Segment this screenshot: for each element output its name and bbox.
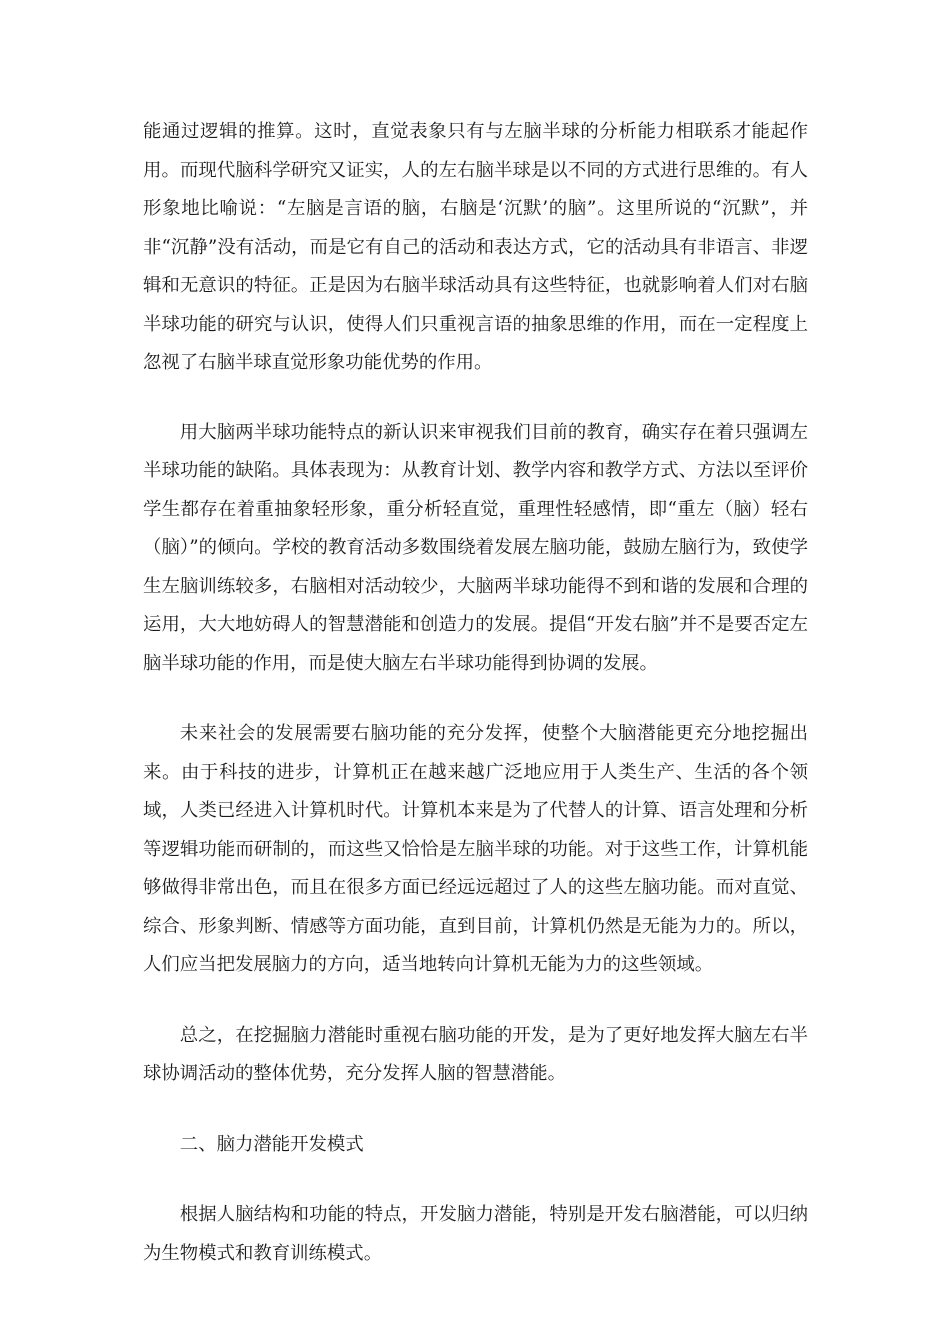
- document-body: [143, 113, 808, 1305]
- paragraph-future-society: 未来社会的发展需要右脑功能的充分发挥，使整个大脑潜能更充分地挖掘出来。由于科技的进步，计算机正在越来越广泛地应用于人类生产、生活的各个领域，人类已经进入计算机时代。计算机本来是为了代替人的计算、语言处理和分析等逻辑功能而研制的，而这些又恰恰是左脑半球的功能。对于这些工作，计算机能够做得非常出色，而且在很多方面已经远远超过了人的这些左脑功能。而对直觉、综合、形象判断、情感等方面功能，直到目前，计算机仍然是无能为力的。所以，人们应当把发展脑力的方向，适当地转向计算机无能为力的这些领域。: [143, 723, 808, 975]
- section-heading: 二、脑力潜能开发模式: [179, 1133, 364, 1155]
- paragraph-development-models: 根据人脑结构和功能的特点，开发脑力潜能，特别是开发右脑潜能，可以归纳为生物模式和教育训练模式。: [143, 1204, 808, 1264]
- paragraph-conclusion: 总之，在挖掘脑力潜能时重视右脑功能的开发，是为了更好地发挥大脑左右半球协调活动的整体优势，充分发挥人脑的智慧潜能。: [143, 1024, 808, 1084]
- paragraph-continuation: 能通过逻辑的推算。这时，直觉表象只有与左脑半球的分析能力相联系才能起作用。而现代脑科学研究又证实，人的左右脑半球是以不同的方式进行思维的。有人形象地比喻说：“左脑是言语的脑，右脑是‘沉默’的脑”。这里所说的“沉默”，并非“沉静”没有活动，而是它有自己的活动和表达方式，它的活动具有非语言、非逻辑和无意识的特征。正是因为右脑半球活动具有这些特征，也就影响着人们对右脑半球功能的研究与认识，使得人们只重视言语的抽象思维的作用，而在一定程度上忽视了右脑半球直觉形象功能优势的作用。: [143, 121, 808, 373]
- paragraph-education-critique: 用大脑两半球功能特点的新认识来审视我们目前的教育，确实存在着只强调左半球功能的缺陷。具体表现为：从教育计划、教学内容和教学方式、方法以至评价学生都存在着重抽象轻形象，重分析轻直觉，重理性轻感情，即“重左（脑）轻右（脑）”的倾向。学校的教育活动多数围绕着发展左脑功能，鼓励左脑行为，致使学生左脑训练较多，右脑相对活动较少，大脑两半球功能得不到和谐的发展和合理的运用，大大地妨碍人的智慧潜能和创造力的发展。提倡“开发右脑”并不是要否定左脑半球功能的作用，而是使大脑左右半球功能得到协调的发展。: [143, 421, 808, 674]
